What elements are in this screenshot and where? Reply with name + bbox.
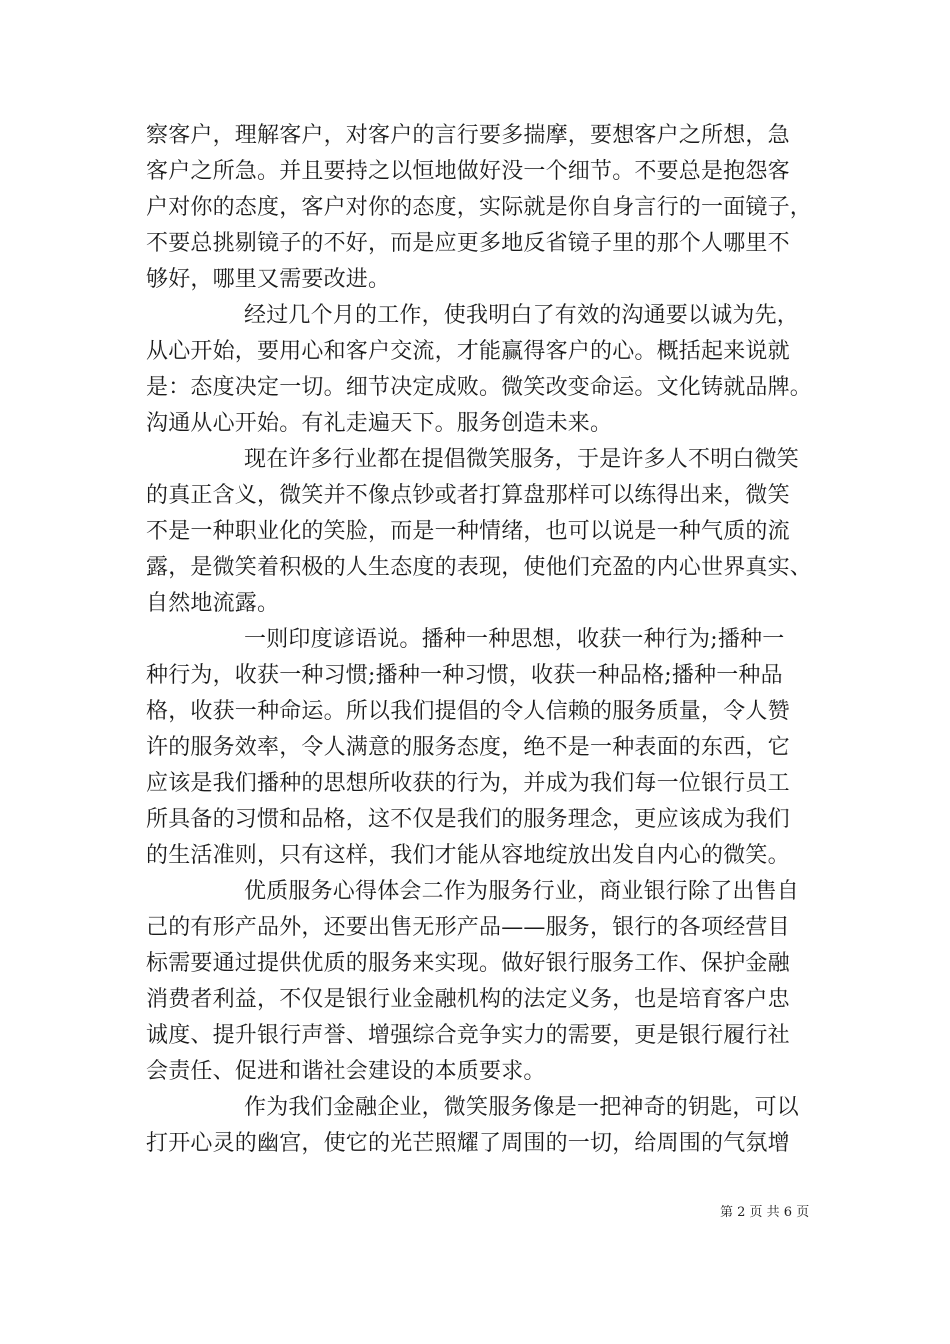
body-text-line: 从心开始，要用心和客户交流，才能赢得客户的心。概括起来说就 <box>146 339 790 364</box>
body-text-line: 己的有形产品外，还要出售无形产品——服务，银行的各项经营目 <box>146 915 790 940</box>
body-text-line: 许的服务效率，令人满意的服务态度，绝不是一种表面的东西，它 <box>146 735 790 760</box>
body-text-line: 的生活准则，只有这样，我们才能从容地绽放出发自内心的微笑。 <box>146 843 790 868</box>
body-text-line: 沟通从心开始。有礼走遍天下。服务创造未来。 <box>146 411 613 436</box>
body-text-line: 自然地流露。 <box>146 591 280 616</box>
body-text-line: 不要总挑剔镜子的不好，而是应更多地反省镜子里的那个人哪里不 <box>146 231 790 256</box>
body-text-line: 所具备的习惯和品格，这不仅是我们的服务理念，更应该成为我们 <box>146 807 790 832</box>
body-text-line: 诚度、提升银行声誉、增强综合竞争实力的需要，更是银行履行社 <box>146 1023 790 1048</box>
body-text-line: 会责任、促进和谐社会建设的本质要求。 <box>146 1059 546 1084</box>
body-text-line: 露，是微笑着积极的人生态度的表现，使他们充盈的内心世界真实、 <box>146 555 813 580</box>
paragraph-first-line: 经过几个月的工作，使我明白了有效的沟通要以诚为先， <box>244 303 800 328</box>
paragraph-first-line: 一则印度谚语说。播种一种思想，收获一种行为;播种一 <box>244 627 785 652</box>
body-text-line: 不是一种职业化的笑脸，而是一种情绪，也可以说是一种气质的流 <box>146 519 790 544</box>
body-text-line: 是：态度决定一切。细节决定成败。微笑改变命运。文化铸就品牌。 <box>146 375 813 400</box>
body-text-line: 标需要通过提供优质的服务来实现。做好银行服务工作、保护金融 <box>146 951 790 976</box>
body-text-line: 格，收获一种命运。所以我们提倡的令人信赖的服务质量，令人赞 <box>146 699 790 724</box>
body-text-line: 消费者利益，不仅是银行业金融机构的法定义务，也是培育客户忠 <box>146 987 790 1012</box>
paragraph-first-line: 优质服务心得体会二作为服务行业，商业银行除了出售自 <box>244 879 800 904</box>
body-text-line: 户对你的态度，客户对你的态度，实际就是你自身言行的一面镜子， <box>146 195 813 220</box>
paragraph-first-line: 现在许多行业都在提倡微笑服务，于是许多人不明白微笑 <box>244 447 800 472</box>
paragraph-first-line: 作为我们金融企业，微笑服务像是一把神奇的钥匙，可以 <box>244 1095 800 1120</box>
page-number: 第 2 页 共 6 页 <box>720 1205 810 1220</box>
body-text-line: 打开心灵的幽宫，使它的光芒照耀了周围的一切，给周围的气氛增 <box>146 1131 790 1156</box>
body-text-line: 的真正含义，微笑并不像点钞或者打算盘那样可以练得出来，微笑 <box>146 483 790 508</box>
body-text-line: 够好，哪里又需要改进。 <box>146 267 391 292</box>
body-text-line: 察客户，理解客户，对客户的言行要多揣摩，要想客户之所想，急 <box>146 123 790 148</box>
body-text-line: 客户之所急。并且要持之以恒地做好没一个细节。不要总是抱怨客 <box>146 159 790 184</box>
body-text-line: 种行为，收获一种习惯;播种一种习惯，收获一种品格;播种一种品 <box>146 663 783 688</box>
body-text-line: 应该是我们播种的思想所收获的行为，并成为我们每一位银行员工 <box>146 771 790 796</box>
